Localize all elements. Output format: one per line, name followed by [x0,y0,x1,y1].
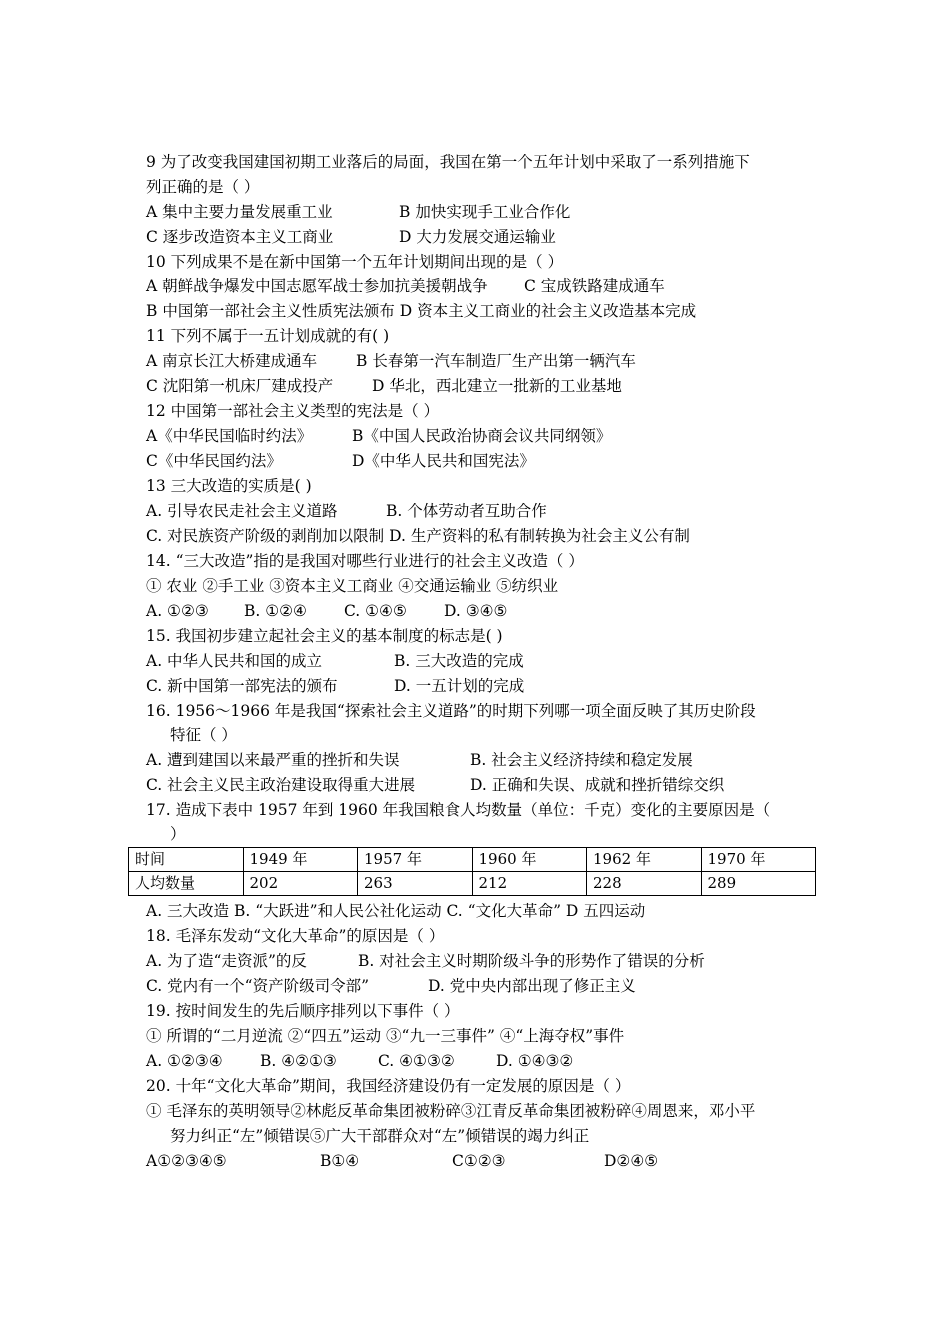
q18-option-d: D. 党中央内部出现了修正主义 [428,977,636,995]
q16-option-c: C. 社会主义民主政治建设取得重大进展 [146,776,416,794]
table-cell: 人均数量 [129,872,244,896]
q20-option-d: D②④⑤ [604,1152,659,1170]
q14-option-a: A. ①②③ [146,602,209,620]
table-header-row [129,848,816,872]
q9-stem-line-2: 列正确的是（ ） [146,178,260,196]
table-cell: 289 [701,872,816,896]
table-cell: 228 [587,872,702,896]
table-cell: 时间 [129,848,244,872]
q13-option-a: A. 引导农民走社会主义道路 [146,502,338,520]
q15-option-a: A. 中华人民共和国的成立 [146,652,323,670]
table-row [129,872,816,896]
q13-stem: 13 三大改造的实质是( ) [146,477,312,495]
q12-option-c: C《中华民国约法》 [146,452,282,470]
q14-option-d: D. ③④⑤ [444,602,508,620]
q11-option-d: D 华北，西北建立一批新的工业基地 [372,377,622,395]
table-cell: 212 [472,872,587,896]
q19-option-a: A. ①②③④ [146,1052,223,1070]
q10-option-c: C 宝成铁路建成通车 [524,277,665,295]
q9-stem-line-1: 9 为了改变我国建国初期工业落后的局面，我国在第一个五年计划中采取了一系列措施下 [146,153,750,171]
q15-option-c: C. 新中国第一部宪法的颁布 [146,677,338,695]
q19-option-b: B. ④②①③ [260,1052,337,1070]
q17-stem-line-1: 17. 造成下表中 1957 年到 1960 年我国粮食人均数量（单位：千克）变化的主要原因是（ [146,801,771,819]
q10-option-a: A 朝鲜战争爆发中国志愿军战士参加抗美援朝战争 [146,277,488,295]
q20-option-b: B①④ [320,1152,360,1170]
q15-stem: 15. 我国初步建立起社会主义的基本制度的标志是( ) [146,627,503,645]
q12-option-d: D《中华人民共和国宪法》 [352,452,535,470]
table-cell: 1960 年 [472,848,587,872]
q14-stem: 14. “三大改造”指的是我国对哪些行业进行的社会主义改造（ ） [146,552,584,570]
table-cell: 1949 年 [243,848,358,872]
table-cell: 202 [243,872,358,896]
q10-options-row-2: B 中国第一部社会主义性质宪法颁布 D 资本主义工商业的社会主义改造基本完成 [146,302,697,320]
table-cell: 1962 年 [587,848,702,872]
q16-option-b: B. 社会主义经济持续和稳定发展 [470,751,693,769]
q18-option-b: B. 对社会主义时期阶级斗争的形势作了错误的分析 [358,952,705,970]
q11-option-b: B 长春第一汽车制造厂生产出第一辆汽车 [356,352,636,370]
q12-stem: 12 中国第一部社会主义类型的宪法是（ ） [146,402,440,420]
q19-stem: 19. 按时间发生的先后顺序排列以下事件（ ） [146,1002,460,1020]
q17-options: A. 三大改造 B. “大跃进”和人民公社化运动 C. “文化大革命” D 五四运动 [146,902,646,920]
q14-option-b: B. ①②④ [244,602,307,620]
q12-option-b: B《中国人民政治协商会议共同纲领》 [352,427,612,445]
q9-option-d: D 大力发展交通运输业 [399,228,556,246]
q9-option-a: A 集中主要力量发展重工业 [146,203,333,221]
q16-option-a: A. 遭到建国以来最严重的挫折和失误 [146,751,400,769]
q16-option-d: D. 正确和失误、成就和挫折错综交织 [470,776,725,794]
q18-stem: 18. 毛泽东发动“文化大革命”的原因是（ ） [146,927,445,945]
q15-option-b: B. 三大改造的完成 [394,652,524,670]
q9-option-c: C 逐步改造资本主义工商业 [146,228,334,246]
q14-option-c: C. ①④⑤ [344,602,407,620]
q11-stem: 11 下列不属于一五计划成就的有( ) [146,327,390,345]
q13-option-b: B. 个体劳动者互助合作 [386,502,547,520]
q20-stem: 20. 十年“文化大革命”期间，我国经济建设仍有一定发展的原因是（ ） [146,1077,631,1095]
q12-option-a: A《中华民国临时约法》 [146,427,313,445]
q19-option-c: C. ④①③② [378,1052,455,1070]
q17-stem-line-2: ） [170,825,186,843]
q10-stem: 10 下列成果不是在新中国第一个五年计划期间出现的是（ ） [146,253,564,271]
q19-option-d: D. ①④③② [496,1052,574,1070]
q20-option-c: C①②③ [452,1152,506,1170]
q20-items-line-2: 努力纠正“左”倾错误⑤广大干部群众对“左”倾错误的竭力纠正 [170,1127,590,1145]
q19-items: ① 所谓的“二月逆流 ②“四五”运动 ③“九一三事件” ④“上海夺权”事件 [146,1027,625,1045]
q14-items: ① 农业 ②手工业 ③资本主义工商业 ④交通运输业 ⑤纺织业 [146,577,559,595]
table-cell: 1970 年 [701,848,816,872]
q13-options-row-2: C. 对民族资产阶级的剥削加以限制 D. 生产资料的私有制转换为社会主义公有制 [146,527,690,545]
q15-option-d: D. 一五计划的完成 [394,677,525,695]
q18-option-c: C. 党内有一个“资产阶级司令部” [146,977,370,995]
q16-stem-line-2: 特征（ ） [170,726,237,744]
q16-stem-line-1: 16. 1956～1966 年是我国“探索社会主义道路”的时期下列哪一项全面反映了其历史阶段 [146,702,756,720]
q9-option-b: B 加快实现手工业合作化 [399,203,571,221]
q11-option-c: C 沈阳第一机床厂建成投产 [146,377,334,395]
table-cell: 1957 年 [358,848,473,872]
q18-option-a: A. 为了造“走资派”的反 [146,952,307,970]
q11-option-a: A 南京长江大桥建成通车 [146,352,318,370]
grain-per-capita-table [128,847,816,896]
q20-option-a: A①②③④⑤ [146,1152,227,1170]
table-cell: 263 [358,872,473,896]
q20-items-line-1: ① 毛泽东的英明领导②林彪反革命集团被粉碎③江青反革命集团被粉碎④周恩来，邓小平 [146,1102,756,1120]
